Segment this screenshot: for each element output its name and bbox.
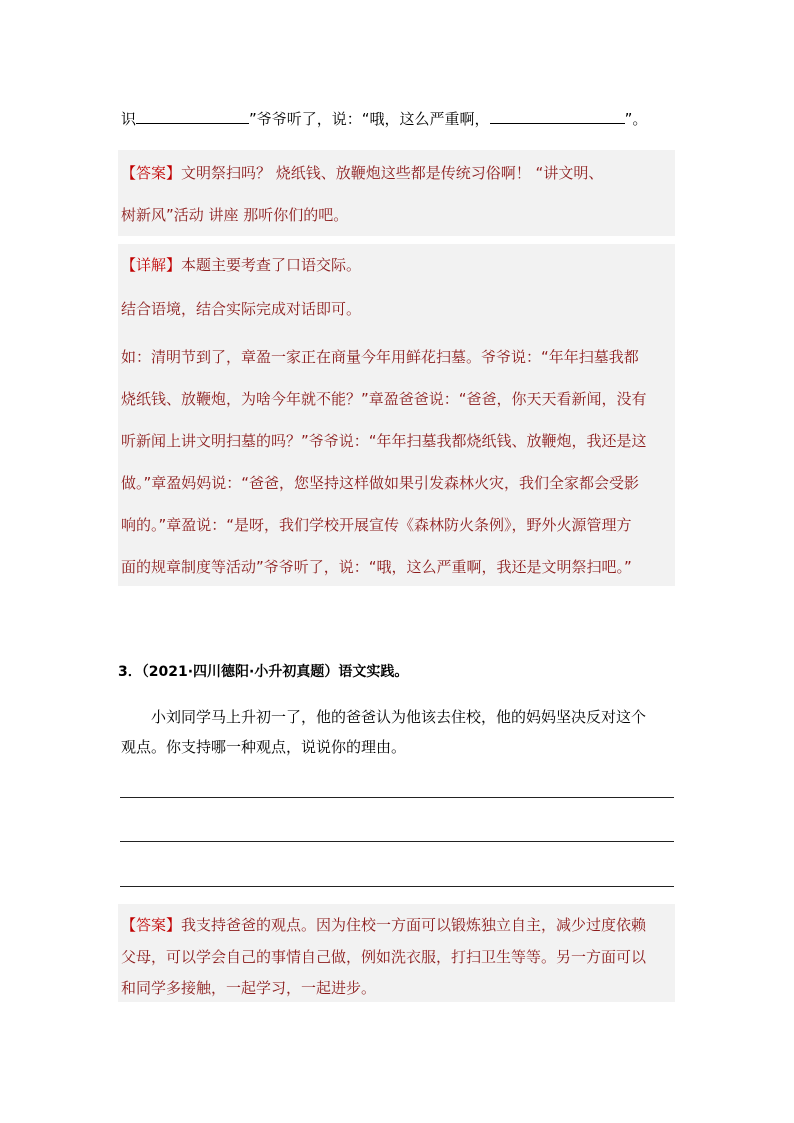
- answer-3-line-2: 父母，可以学会自己的事情自己做，例如洗衣服，打扫卫生等等。另一方面可以: [121, 948, 647, 966]
- question-source: （2021·四川德阳·小升初真题）: [141, 664, 339, 680]
- answer-tag: 【答案】: [121, 916, 182, 934]
- detail-line-1: [121, 254, 361, 275]
- question-title: 语文实践。: [338, 664, 409, 680]
- detail-para-line: 面的规章制度等活动”爷爷听了，说：“哦，这么严重啊，我还是文明祭扫吧。”: [121, 558, 632, 576]
- answer-text: 文明祭扫吗？ 烧纸钱、放鞭炮这些都是传统习俗啊！ “讲文明、: [181, 164, 604, 182]
- answer-blank-1[interactable]: [136, 107, 249, 124]
- answer-blank-2[interactable]: [490, 107, 625, 124]
- answer-tag: 【答案】: [121, 164, 182, 182]
- answer-3-line-1: [121, 914, 646, 935]
- answer-line-1: [121, 162, 603, 183]
- dialogue-text: ”爷爷听了，说：“哦，这么严重啊，: [249, 110, 490, 128]
- prefix-text: 识: [121, 110, 137, 128]
- question-stem-line-2: 观点。你支持哪一种观点，说说你的理由。: [121, 738, 407, 756]
- question-heading: [118, 661, 408, 681]
- question-number: 3．: [118, 664, 142, 680]
- detail-tag: 【详解】: [121, 256, 182, 274]
- detail-text: 本题主要考查了口语交际。: [181, 256, 362, 274]
- fill-blank-line: [121, 107, 647, 129]
- answer-writing-line[interactable]: [120, 841, 674, 842]
- answer-line-2: 树新风”活动 讲座 那听你们的吧。: [121, 206, 349, 224]
- answer-writing-line[interactable]: [120, 797, 674, 798]
- detail-para-line: 听新闻上讲文明扫墓的吗？”爷爷说：“年年扫墓我都烧纸钱、放鞭炮，我还是这: [121, 432, 647, 450]
- detail-para-line: 响的。”章盈说：“是呀，我们学校开展宣传《森林防火条例》，野外火源管理方: [121, 516, 632, 534]
- answer-3-line-3: 和同学多接触，一起学习，一起进步。: [121, 979, 377, 997]
- detail-para-line: 如：清明节到了，章盈一家正在商量今年用鲜花扫墓。爷爷说：“年年扫墓我都: [121, 348, 639, 366]
- suffix-text: ”。: [624, 110, 648, 128]
- question-stem-line-1: 小刘同学马上升初一了，他的爸爸认为他该去住校，他的妈妈坚决反对这个: [151, 708, 647, 726]
- detail-para-line: 烧纸钱、放鞭炮，为啥今年就不能？”章盈爸爸说：“爸爸，你天天看新闻，没有: [121, 390, 647, 408]
- answer-text: 我支持爸爸的观点。因为住校一方面可以锻炼独立自主，减少过度依赖: [181, 916, 647, 934]
- detail-para-line: 做。”章盈妈妈说：“爸爸，您坚持这样做如果引发森林火灾，我们全家都会受影: [121, 474, 640, 492]
- answer-writing-line[interactable]: [120, 886, 674, 887]
- detail-line-2: 结合语境，结合实际完成对话即可。: [121, 300, 362, 318]
